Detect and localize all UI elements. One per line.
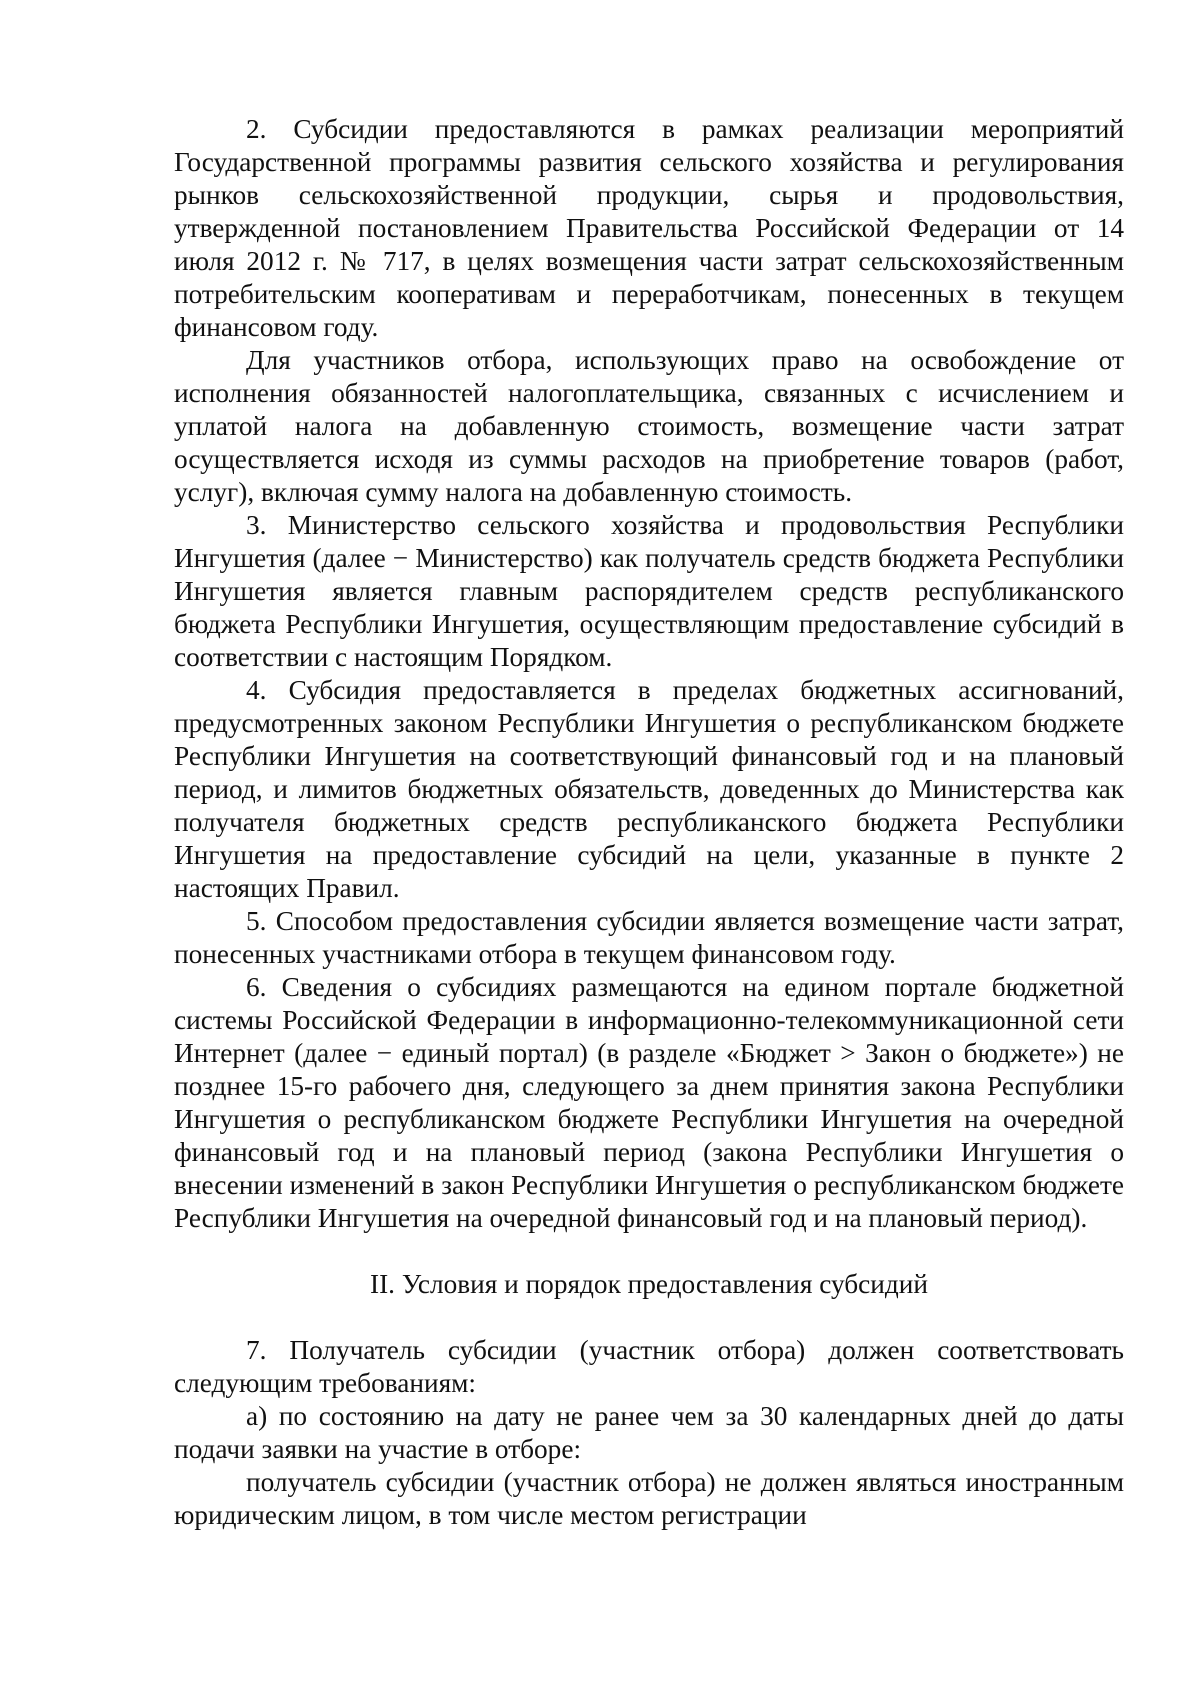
paragraph-3-ministry: 3. Министерство сельского хозяйства и продовольствия Республики Ингушетия (далее − Министерство) как получатель средств бюджета Республики Ингушетия является главным распорядителем средств республиканского бюджета Республики Ингушетия, осуществляющим предоставление субсидий в соответствии с настоящим Порядком.	[174, 510, 1124, 672]
paragraph-7a-date: а) по состоянию на дату не ранее чем за 30 календарных дней до даты подачи заявки на участие в отборе:	[174, 1401, 1124, 1464]
paragraph-6-portal: 6. Сведения о субсидиях размещаются на едином портале бюджетной системы Российской Федерации в информационно-телекоммуникационной сети Интернет (далее − единый портал) (в разделе «Бюджет > Закон о бюджете») не позднее 15-го рабочего дня, следующего за днем принятия закона Республики Ингушетия о республиканском бюджете Республики Ингушетия на очередной финансовый год и на плановый период (закона Республики Ингушетия о внесении изменений в закон Республики Ингушетия о республиканском бюджете Республики Ингушетия на очередной финансовый год и на плановый период).	[174, 972, 1124, 1233]
paragraph-2-subsidy-purpose: 2. Субсидии предоставляются в рамках реализации мероприятий Государственной программы развития сельского хозяйства и регулирования рынков сельскохозяйственной продукции, сырья и продовольствия, утвержденной постановлением Правительства Российской Федерации от 14 июля 2012 г. № 717, в целях возмещения части затрат сельскохозяйственным потребительским кооперативам и переработчикам, понесенных в текущем финансовом году.	[174, 114, 1124, 342]
section-heading: II. Условия и порядок предоставления субсидий	[370, 1269, 928, 1299]
paragraph-4-budget-limits: 4. Субсидия предоставляется в пределах бюджетных ассигнований, предусмотренных законом Республики Ингушетия о республиканском бюджете Республики Ингушетия на соответствующий финансовый год и на плановый период, и лимитов бюджетных обязательств, доведенных до Министерства как получателя бюджетных средств республиканского бюджета Республики Ингушетия на предоставление субсидий на цели, указанные в пункте 2 настоящих Правил.	[174, 675, 1124, 903]
paragraph-vat-exemption: Для участников отбора, использующих право на освобождение от исполнения обязанностей налогоплательщика, связанных с исчислением и уплатой налога на добавленную стоимость, возмещение части затрат осуществляется исходя из суммы расходов на приобретение товаров (работ, услуг), включая сумму налога на добавленную стоимость.	[174, 345, 1124, 507]
paragraph-foreign-entity: получатель субсидии (участник отбора) не должен являться иностранным юридическим лицом, в том числе местом регистрации	[174, 1467, 1124, 1530]
document-body	[174, 113, 1124, 1532]
paragraph-7-requirements: 7. Получатель субсидии (участник отбора) должен соответствовать следующим требованиям:	[174, 1335, 1124, 1398]
paragraph-5-method: 5. Способом предоставления субсидии является возмещение части затрат, понесенных участниками отбора в текущем финансовом году.	[174, 906, 1124, 969]
